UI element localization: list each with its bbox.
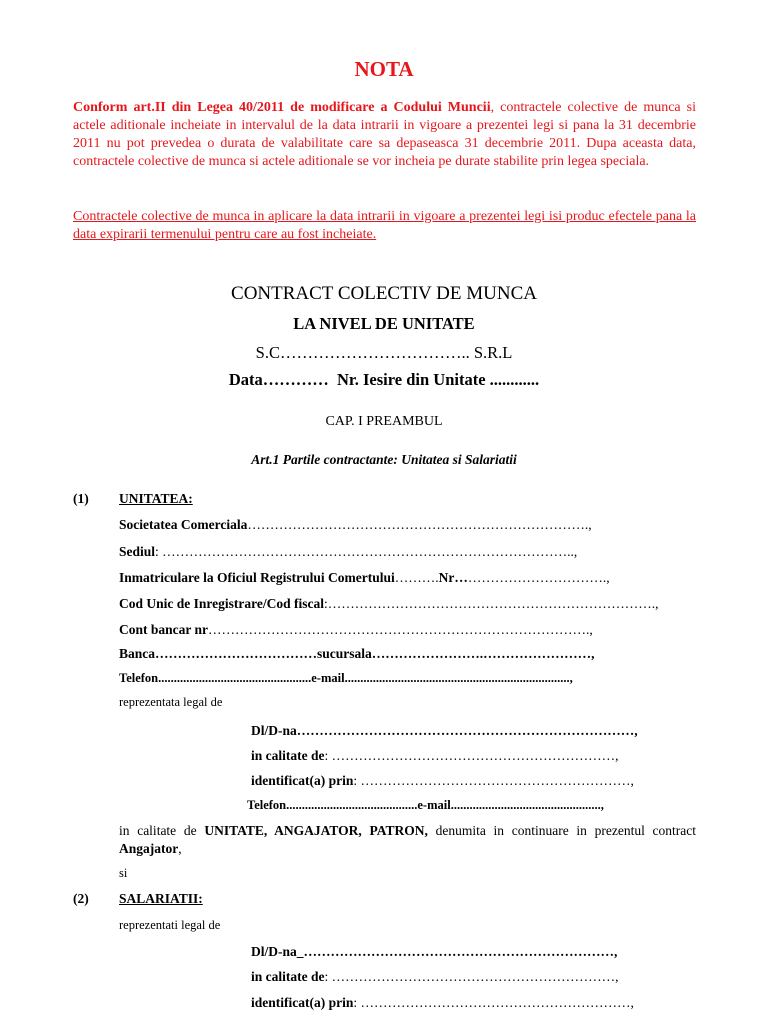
salariati-calitate-label: in calitate de bbox=[251, 969, 325, 984]
section1-title: UNITATEA: bbox=[119, 491, 193, 506]
note-paragraph-1 bbox=[73, 99, 696, 171]
sediu-field bbox=[119, 544, 577, 560]
banca-field bbox=[119, 646, 595, 662]
cont-bancar-field bbox=[119, 622, 593, 638]
banca-dots: ……………………………… bbox=[155, 646, 318, 661]
company-line: S.C…………………………….. S.R.L bbox=[255, 343, 513, 362]
calitate-text-2: denumita in continuare in prezentul contract bbox=[427, 823, 696, 838]
section2-title: SALARIATII: bbox=[119, 891, 203, 906]
salariati-calitate-dots: : ………………………………………………………, bbox=[324, 969, 619, 984]
societate-dots: …………………………………………………………………., bbox=[247, 517, 592, 532]
registru-nr-dots: …………………………., bbox=[467, 570, 610, 585]
salariati-calitate-field bbox=[251, 969, 619, 985]
sucursala-dots: …………………….……………………, bbox=[371, 646, 595, 661]
date-label: Data………… bbox=[228, 370, 329, 389]
calitate-text-1: in calitate de bbox=[119, 823, 205, 838]
calitate-field bbox=[251, 748, 619, 764]
note-law-reference: Conform art.II din Legea 40/2011 de modificare a Codului Muncii bbox=[73, 100, 491, 115]
sucursala-label: sucursala bbox=[317, 646, 372, 661]
angajator-term: Angajator bbox=[119, 841, 179, 856]
registru-dots: ………. bbox=[394, 570, 439, 585]
note-paragraph-1-text: , contractele colective de munca si actele aditionale incheiate in intervalul de la data intrarii in vigoare a prezentei legi si pana la 31 decembrie 2011 nu pot prevedea o durata de valabilitate care sa depaseasca 31 decembrie 2011. Dupa aceasta data, contractele colective de munca si actele aditionale se vor incheia pe durate stabilite prin legea speciala. bbox=[73, 100, 697, 169]
reprezentant-name-field: Dl/D-na…………………………………………………………………, bbox=[251, 723, 638, 738]
banca-label: Banca bbox=[119, 646, 156, 661]
identificat-label: identificat(a) prin bbox=[251, 773, 354, 788]
cui-field bbox=[119, 596, 659, 612]
registru-label: Inmatriculare la Oficiul Registrului Comertului bbox=[119, 570, 395, 585]
societate-field bbox=[119, 517, 592, 533]
note-title: NOTA bbox=[354, 57, 414, 81]
sediu-label: Sediul bbox=[119, 544, 156, 559]
section1-number: (1) bbox=[73, 491, 89, 506]
registru-field bbox=[119, 570, 610, 586]
reprezentata-label: reprezentata legal de bbox=[119, 695, 223, 709]
calitate-roles: UNITATE, ANGAJATOR, PATRON, bbox=[204, 823, 428, 838]
telefon-email-field: Telefon.................................................e-mail........................................................................, bbox=[119, 671, 573, 685]
identificat-dots: : ……………………………………………………, bbox=[353, 773, 634, 788]
cui-dots: :………………………………………………………………., bbox=[324, 596, 659, 611]
salariati-identificat-dots: : ……………………………………………………, bbox=[353, 995, 634, 1010]
cui-label: Cod Unic de Inregistrare/Cod fiscal bbox=[119, 596, 324, 611]
note-paragraph-2: Contractele colective de munca in aplicare la data intrarii in vigoare a prezentei legi isi produc efectele pana la data expirarii termenului pentru care au fost incheiate. bbox=[73, 209, 696, 242]
reprezentant-telefon-field: Telefon..........................................e-mail................................................, bbox=[247, 798, 604, 812]
salariati-reprezentant-field: Dl/D-na_……………………………………………………………, bbox=[251, 944, 618, 959]
registru-nr-label: Nr… bbox=[438, 570, 468, 585]
exit-number-label: Nr. Iesire din Unitate ............ bbox=[337, 370, 540, 389]
sediu-dots: : ……………………………………………………………………………….., bbox=[155, 544, 578, 559]
article-heading: Art.1 Partile contractante: Unitatea si Salariatii bbox=[251, 452, 517, 467]
salariati-identificat-label: identificat(a) prin bbox=[251, 995, 354, 1010]
calitate-text-3: , bbox=[178, 841, 182, 856]
calitate-dots: : ………………………………………………………, bbox=[324, 748, 619, 763]
contract-title: CONTRACT COLECTIV DE MUNCA bbox=[231, 283, 537, 304]
date-exit-line bbox=[0, 370, 768, 390]
salariati-identificat-field bbox=[251, 995, 634, 1011]
contract-subtitle: LA NIVEL DE UNITATE bbox=[293, 314, 475, 333]
section2-number: (2) bbox=[73, 891, 89, 906]
reprezentati-label: reprezentati legal de bbox=[119, 918, 221, 932]
calitate-angajator-paragraph bbox=[119, 822, 696, 858]
cont-bancar-dots: …………………………………………………………………………., bbox=[208, 622, 593, 637]
societate-label: Societatea Comerciala bbox=[119, 517, 248, 532]
cont-bancar-label: Cont bancar nr bbox=[119, 622, 209, 637]
chapter-heading: CAP. I PREAMBUL bbox=[325, 414, 443, 429]
si-conjunction: si bbox=[119, 866, 128, 880]
identificat-field bbox=[251, 773, 634, 789]
calitate-label: in calitate de bbox=[251, 748, 325, 763]
